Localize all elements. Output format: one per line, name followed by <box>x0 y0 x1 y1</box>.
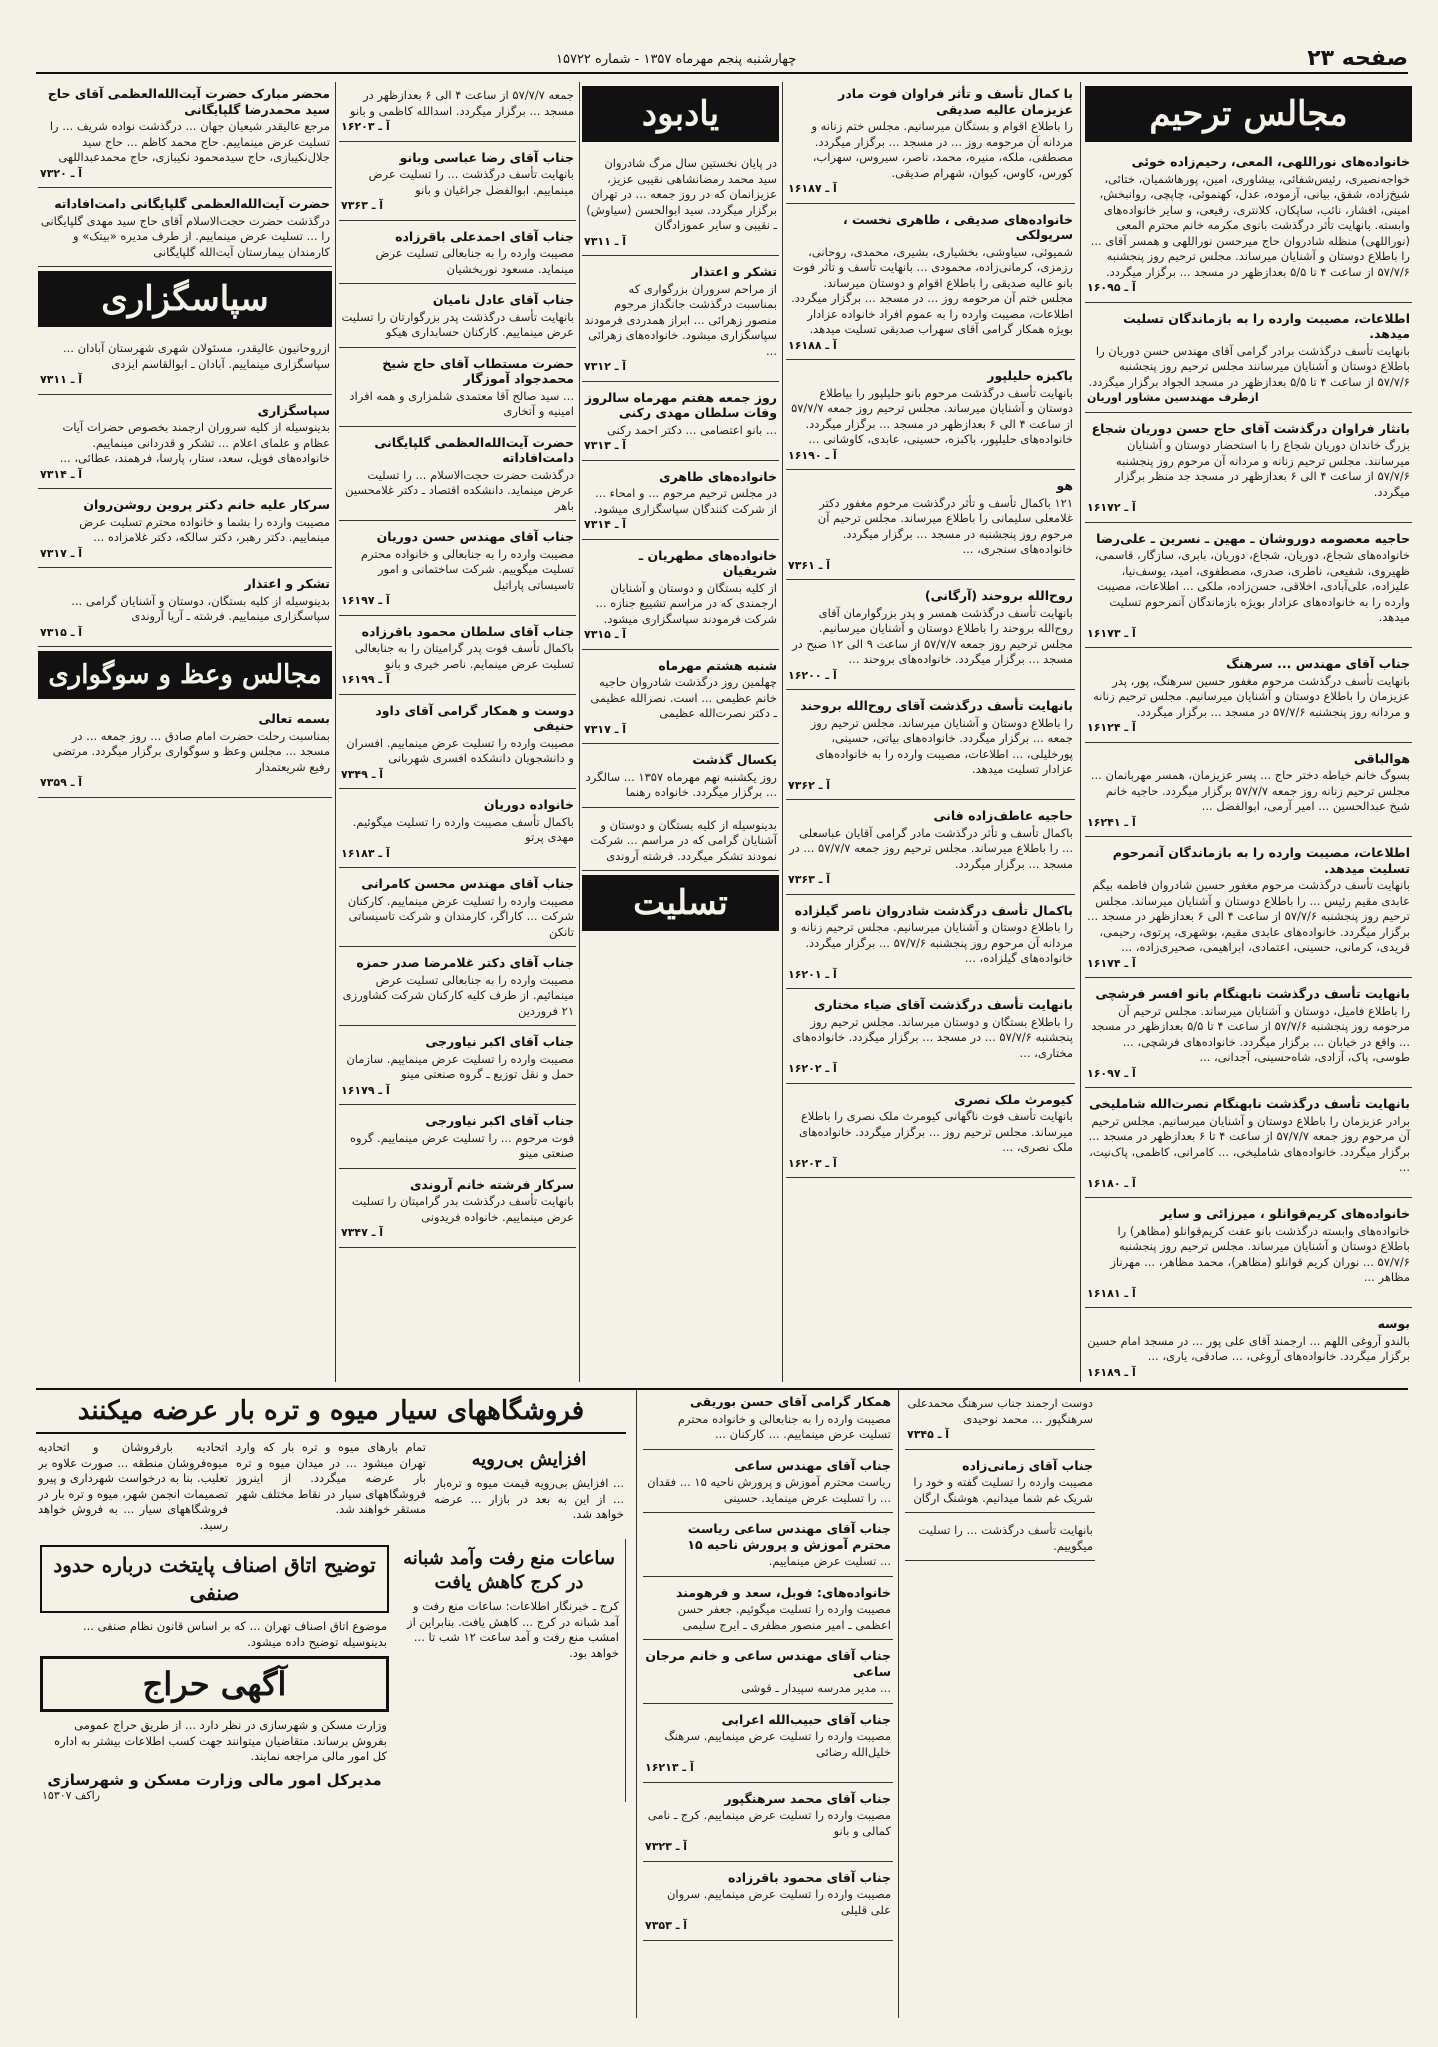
notice-body: بانهایت تأسف درگذشت بدر گرامیتان را تسلیت عرض مینماییم. خانواده فریدونی <box>351 1194 574 1224</box>
notice <box>339 951 576 1026</box>
notice-body: بانهایت تأسف درگذشت ... را تسلیت میگوییم. <box>918 1523 1093 1553</box>
notice-list <box>1085 150 1412 1382</box>
notice-body: بانهایت تأسف درگذشت برادر گرامی آقای مهندس حسن دوریان را باطلاع دوستان و آشنایان میرسانند مجلس ترحیم روز پنجشنبه ۵۷/۷/۶ از ساعت ۴ تا ۵/۵ بعدازظهر در مسجد الجواد برگزار میگردد. <box>1088 343 1410 389</box>
notice-list <box>582 150 779 871</box>
notice-body: ... تسلیت عرض مینماییم. <box>768 1554 891 1568</box>
fruit-headline: فروشگاههای سیار میوه و تره بار عرضه میکنند <box>36 1390 626 1434</box>
notice-code: آ ـ ۱۶۲۰۱ <box>788 967 837 981</box>
notice-code: آ ـ ۱۶۲۴۱ <box>1087 815 1136 829</box>
section-banner-tarhim: مجالس ترحیم <box>1085 86 1412 142</box>
notice <box>339 872 576 947</box>
notice-code: آ ـ ۱۶۱۸۳ <box>341 846 390 860</box>
notice <box>643 1644 893 1704</box>
notice-code: آ ـ ۱۶۱۹۰ <box>788 448 837 462</box>
notice-code: آ ـ ۱۶۱۸۹ <box>1087 1365 1136 1379</box>
notice-body: مصیبت وارده را تسلیت گفته و خود را شریک غم شما میدانیم. هوشنگ ارگان <box>913 1475 1093 1505</box>
notice <box>786 584 1075 690</box>
notice-body: بانهایت تأسف درگذشت همسر و پدر بزرگوارمان آقای روح‌الله بروحند را باطلاع دوستان و آشنایان میرسانیم. مجلس ترحیم روز جمعه ۵۷/۷/۷ از ساعت ۹ الی ۱۲ صبح در مسجد ... برگزار میگردد. خانواده‌های بروحند ... <box>792 605 1073 666</box>
notice-body: مصیبت وارده را به جنابعالی تسلیت عرض مینمائیم. از طرف کلیه کارکنان شرکت کشاورزی ۲۱ فروردین <box>342 972 574 1018</box>
notice-body: بدینوسیله از کلیه سروران ارجمند بخصوص حضرات آیات عظام و علمای اعلام ... تشکر و قدردانی مینماییم. خانواده‌های فویل، سعد، ستار، پارسا، فرهمند، عطائی، ... <box>59 420 330 465</box>
notice-title: محضر مبارک حضرت آیت‌الله‌العظمی آقای حاج سید محمدرضا گلپایگانی <box>47 86 330 117</box>
karaj-paragraph: کرج ـ خبرنگار اطلاعات: ساعات منع رفت و آمد شبانه در کرج ... کاهش یافت. بنابراین از امشب منع رفت و آمد ساعت ۱۲ شب تا ... خواهد بود. <box>407 1599 619 1660</box>
notice <box>339 82 576 142</box>
notice <box>582 748 779 808</box>
column-divider <box>579 82 580 1382</box>
notice-title: سرکار علیه خانم دکتر پروین روشن‌روان <box>83 497 330 512</box>
notice-body: مصیبت وارده را تسلیت عرض مینماییم. سازمان حمل و نقل توزیع ـ گروه صنعتی مینو <box>346 1051 574 1081</box>
notice-code: آ ـ ۱۶۱۸۸ <box>788 338 837 352</box>
notice-body: خانواده‌های وابسته درگذشت بانو عفت کریم‌قوانلو (مظاهر) را باطلاع دوستان و آشنایان میرساند. مجلس ترحیم روز پنجشنبه ۵۷/۷/۶ ... نوران کریم قوانلو (مظاهر)، محمد مظاهر، ... مهرناز مظاهر ... <box>1110 1223 1410 1284</box>
notice-title: خانواده‌های صدیقی ، طاهری نخست ، سرپولکی <box>842 211 1073 242</box>
notice <box>643 1866 893 1941</box>
notice-title: جناب آقای مهندس ساعی ریاست محترم آموزش و پرورش ناحیه ۱۵ <box>687 1521 891 1552</box>
notice-title: حاجیه عاطف‌زاده فانی <box>933 808 1073 823</box>
notice-title: تشکر و اعتذار <box>691 264 777 279</box>
notice-code: آ ـ ۱۶۰۹۵ <box>1087 281 1136 294</box>
notice-body: را باطلاع اقوام و بستگان میرسانیم. مجلس ختم زنانه و مردانه آن مرحومه روز ... در مسجد ... برگزار میگردد. مصطفی، ملکه، منیره، محمد، ناصر، سیروس، سهراب، کورس، کاوس، کیوان، شهرام صدیقی. <box>811 119 1073 180</box>
asnaf-headline: توضیح اتاق اصناف پایتخت درباره حدود صنفی <box>40 1545 389 1613</box>
notice-body: بانهایت تأسف درگذشت مرحوم مغفور حسین شادروان فاطمه بیگم عابدی مقیم رئیس ... را باطلاع دوستان و آشنایان میرساند. مجلس ترحیم روز پنجشنبه ۵۷/۷/۶ از ساعت ۴ الی ۶ بعدازظهر در مسجد ... برگزار میگردد. خانواده‌های عابدی مقیم، بوشهری، پرتوی، رحیمی، قریدی، کرمانی، حسینی، اعتمادی، ابراهیمی، صحیری‌زاده، ... <box>1087 878 1410 954</box>
notice-title: با کمال تأسف و تأثر فراوان فوت مادر عزیزمان عالیه صدیقی <box>838 86 1073 117</box>
notice <box>339 352 576 427</box>
notice <box>339 288 576 348</box>
column-divider <box>782 82 783 1382</box>
notice <box>786 993 1075 1084</box>
notice-list <box>339 82 576 1248</box>
notice <box>582 260 779 382</box>
notice-code: آ ـ ۱۶۱۹۹ <box>341 673 390 686</box>
notice-title: بانثار فراوان درگذشت آقای حاج حسن دوریان شجاع <box>1091 420 1410 436</box>
notice-body: را باطلاع دوستان و آشنایان میرسانیم. مجلس ترحیم زنانه و مردانه آن مرحوم روز پنجشنبه ۵۷/۷/۶ ... برگزار میگردد. خانواده‌های گیلزاده، ... <box>791 920 1073 965</box>
notice-code: آ ـ ۱۶۱۷۹ <box>341 1083 390 1097</box>
notice-title: بوسه <box>1377 1316 1410 1331</box>
notice-title: دوست و همکار گرامی آقای داود حنیفی <box>375 702 574 733</box>
notice-code: آ ـ ۱۶۱۸۱ <box>1087 1286 1136 1300</box>
notice-title: خانواده‌های مطهریان ـ شریفیان <box>638 547 777 578</box>
notice <box>643 1390 893 1450</box>
notice-title: جناب آقای زمانی‌زاده <box>962 1457 1093 1473</box>
notice <box>1085 150 1412 303</box>
notice-code: آ ـ ۷۳۶۳ <box>341 199 384 212</box>
notice-title: شنبه هشتم مهرماه <box>658 657 777 673</box>
notice-title: خانواده دوریان <box>483 797 574 812</box>
notice <box>786 694 1075 800</box>
notice-title: تشکر و اعتذار <box>244 576 330 591</box>
notice-title: جناب آقای محمود باقرزاده <box>727 1869 891 1885</box>
notice-body: ۱۲۱ باکمال تأسف و تأثر درگذشت مرحوم مغفور دکتر غلامعلی سلیمانی را باطلاع میرساند. مجلس ترحیم آن مرحوم روز پنجشنبه در مسجد ... برگزار میگردد. خانواده‌های سنجری، ... <box>817 495 1073 556</box>
notice-code: آ ـ ۷۳۲۳ <box>645 1840 688 1853</box>
asnaf-paragraph: موضوع اتاق اصناف تهران ... که بر اساس قانون نظام صنفی ... بدینوسیله توضیح داده میشود. <box>82 1619 387 1649</box>
notice-body: را باطلاع دوستان و آشنایان میرساند. مجلس ترحیم روز جمعه ... برگزار میگردد. خانواده‌های بیاتی، حسینی، پورخلیلی، ... اطلاعات، مصیبت وارده را به خانواده‌های عزادار تسلیت میدهد. <box>810 715 1073 776</box>
article-paragraph: اتحادیه بارفروشان و اتحادیه میوه‌فروشان منطقه ... صورت علاوه بر تعلیب. بنا به درخواست شهرداری و پیرو تصمیمات انجمن شهر، میوه و تره بار در فروشگاههای سیار ... به فروش خواهد رسید. <box>38 1440 228 1532</box>
notice-body: مرجع عالیقدر شیعیان جهان ... درگذشت نواده شریف ... را تسلیت عرض مینماییم. حاج محمد کاظم ... حاج سید جلال‌نکیبازی، حاج سیدمحمود نکیبازی، حاج محمدعبداللهی <box>49 119 330 164</box>
notice-title: بانهایت تأسف درگذشت آقای ضیاء مختاری <box>814 997 1073 1012</box>
notice-title: سپاسگزاری <box>257 402 330 418</box>
notice-code: آ ـ ۷۳۶۲ <box>788 778 831 792</box>
notice <box>786 364 1075 470</box>
notice <box>786 82 1075 204</box>
notice-body: مصیبت وارده را به جنابعالی و خانواده محترم تسلیت عرض مینماییم. ... کارکنان ... <box>677 1411 891 1441</box>
notice-body: بانهایت تأسف فوت ناگهانی کیومرث ملک نصری را باطلاع میرساند. مجلس ترحیم روز ... برگزار میگردد. خانواده‌های ملک نصری، ... <box>798 1109 1073 1154</box>
notice-code: آ ـ ۷۳۶۳ <box>788 873 831 886</box>
lower-column-mid-2 <box>898 1390 1101 2018</box>
article-paragraph: تمام بارهای میوه و تره بار که وارد تهران میشود ... در میدان میوه و تره بار عرضه میگردد. از اینروز فروشگاههای سیار در نقاط مختلف شهر مستقر خواهند شد. <box>236 1440 426 1516</box>
notice <box>582 544 779 650</box>
notice-body: فوت مرحوم ... را تسلیت عرض مینماییم. گروه صنعتی مینو <box>349 1130 574 1160</box>
notice-title: جناب آقای رضا عباسی وبانو <box>399 149 574 165</box>
issue-date: چهارشنبه پنجم مهرماه ۱۳۵۷ - شماره ۱۵۷۲۲ <box>556 52 797 67</box>
notice-code: آ ـ ۷۳۱۴ <box>584 518 627 531</box>
notice-body: دوست ارجمند جناب سرهنگ محمدعلی سرهنگپور ... محمد نوحیدی <box>907 1396 1093 1426</box>
notice-title: بانهایت تأسف درگذشت نابهنگام نصرت‌الله شاملیخی <box>1088 1096 1410 1111</box>
notice <box>1085 307 1412 413</box>
notice-list <box>786 82 1075 1178</box>
notice-title: همکار گرامی آقای حسن بوریقی <box>690 1394 891 1409</box>
notice-body: بسوگ خانم خیاطه دختر حاج ... پسر عزیزمان، همسر مهربانمان ... مجلس ترحیم زنانه روز جمعه ۵۷/۷/۷ برگزار میگردد. حاجیه خانم شیخ عبدالحسین ... امیر آرمی، ابوالفضل ... <box>1090 768 1410 813</box>
notice <box>905 1517 1095 1561</box>
notice-title: جناب آقای محمد سرهنگپور <box>724 1790 891 1806</box>
notice <box>786 208 1075 361</box>
notice-title: سرکار فرشته خانم آروندی <box>409 1176 574 1192</box>
notice <box>339 699 576 790</box>
notice-title: خانواده‌های طاهری <box>659 468 777 484</box>
section-banner-tasliat: تسلیت <box>582 875 779 931</box>
notice <box>582 386 779 461</box>
notice-list <box>905 1390 1095 1561</box>
notice-code: آ ـ ۱۶۰۹۷ <box>1087 1066 1136 1080</box>
ministry-code: راکف ۱۵۳۰۷ <box>42 1788 101 1802</box>
notice-body: باکمال تأسف مصیبت وارده را تسلیت میگوئیم. مهدی پرتو <box>352 814 574 844</box>
notice-title: هوالباقی <box>1353 750 1410 766</box>
growth-paragraph: ... افزایش بی‌رویه قیمت میوه و تره‌بار ... از این به بعد در بازار ... عرضه خواهد شد. <box>434 1476 624 1521</box>
notice <box>1085 841 1412 978</box>
notice-list <box>643 1390 893 1941</box>
notice <box>38 493 332 568</box>
notice-body: باکمال تأسف فوت پدر گرامیتان را به جنابعالی تسلیت عرض مینمایم. ناصر خیری و بانو <box>354 641 574 671</box>
notice-title: بانهایت تأسف درگذشت آقای روح‌الله بروحند <box>800 698 1073 713</box>
notice <box>339 620 576 695</box>
notice <box>643 1454 893 1514</box>
notice-code: آ ـ ۱۶۱۲۴ <box>1087 721 1136 734</box>
notice-code: آ ـ ۱۶۱۷۴ <box>1087 956 1136 970</box>
notice-title: کیومرث ملک نصری <box>954 1091 1073 1107</box>
notice-body: بانهایت تأسف درگذشت پدر بزرگوارتان را تسلیت عرض مینماییم. کارکنان حسابداری هیکو <box>341 309 574 339</box>
page-header <box>36 44 1408 74</box>
notice-list <box>38 335 332 647</box>
notice-body: بمناسبت رحلت حضرت امام صادق ... روز جمعه ... در مسجد ... مجلس وعظ و سوگواری برگزار میگردد. مرتضی رفیع شریعتمدار <box>52 728 330 774</box>
notice-code: آ ـ ۱۶۱۷۳ <box>1087 626 1136 640</box>
notice-title: اطلاعات، مصیبت وارده را به بازماندگان تسلیت میدهد. <box>1123 310 1410 341</box>
notice-code: آ ـ ۷۳۱۵ <box>40 625 83 639</box>
notice-body: را باطلاع فامیل، دوستان و آشنایان میرساند. مجلس ترحیم آن مرحومه روز پنجشنبه ۵۷/۷/۶ از ساعت ۴ تا ۵/۵ بعدازظهر در مسجد ... واقع در خیابان ... برگزار میگردد. خانواده‌های فرشچی، ... طوسی، پاک، آزادی، شاه‌حسینی، آجدانی، ... <box>1091 1003 1410 1064</box>
notice <box>38 82 332 188</box>
notice <box>339 225 576 285</box>
notice-body: از کلیه بستگان و دوستان و آشنایان ارجمندی که در مراسم تشییع جنازه ... شرکت فرمودند سپاسگزاری میشود. <box>595 580 777 626</box>
notice-code: آ ـ ۷۳۲۰ <box>40 166 83 180</box>
notice-code: آ ـ ۷۳۴۷ <box>341 1226 384 1239</box>
section-banner-yadbood: یادبود <box>582 86 779 142</box>
notice-title: جناب آقای دکتر غلامرضا صدر حمزه <box>356 955 574 970</box>
notice-body: مصیبت وارده را تسلیت میگوئیم. جعفر حسن اعظمی ـ امیر منصور مظفری ـ ایرج سلیمی <box>677 1602 891 1632</box>
auction-headline: آگهی حراج <box>40 1656 389 1712</box>
notice <box>38 399 332 490</box>
section-banner-sepas: سپاسگزاری <box>38 271 332 327</box>
notice-title: روز جمعه هفتم مهرماه سالروز وفات سلطان مهدی رکنی <box>584 389 777 420</box>
column-4 <box>339 82 576 1362</box>
notice-title: حضرت آیت‌الله‌العظمی گلپایگانی دامت‌افاداته <box>54 196 330 211</box>
notice-body: ... سید صالح آقا معتمدی شلمزاری و همه افراد امینیه و آتخاری <box>349 388 574 418</box>
notice-code: آ ـ ۷۳۱۷ <box>584 722 627 736</box>
column-3 <box>582 82 779 1362</box>
column-5 <box>38 82 332 1362</box>
notice-code: آ ـ ۱۶۱۷۲ <box>1087 501 1136 514</box>
notice <box>1085 982 1412 1088</box>
notice-body: مصیبت وارده را بشما و خانواده محترم تسلیت عرض مینماییم. دکتر رهبر، دکتر سالکه، دکتر غلامزاده ... <box>79 514 330 544</box>
notice-code: ازطرف مهندسین مشاور اوریان <box>1087 391 1259 404</box>
notice-title: حضرت آیت‌الله‌العظمی گلپایگانی دامت‌افاداته <box>374 434 574 465</box>
notice-body: روز یکشنبه نهم مهرماه ۱۳۵۷ ... سالگرد ... برگزار میگردد. خانواده رهنما <box>585 769 777 799</box>
notice-body: مصیبت وارده را به جنابعالی و خانواده محترم تسلیت میگوییم. شرکت ساختمانی و امور تاسیساتی پاراتیل <box>360 546 574 592</box>
notice <box>786 899 1075 990</box>
ministry-signature: مدیرکل امور مالی وزارت مسکن و شهرسازی <box>47 1770 382 1789</box>
notice <box>786 1088 1075 1179</box>
notice-code: آ ـ ۷۳۱۲ <box>584 360 627 373</box>
notice-body: ... مدیر مدرسه سپیدار ـ قوشی <box>741 1681 891 1695</box>
lower-column-mid <box>636 1390 899 2018</box>
notice <box>339 1173 576 1248</box>
notice <box>1085 1092 1412 1198</box>
notice <box>38 335 332 395</box>
notice-title: جناب آقای مهندس ... سرهنگ <box>1226 656 1410 671</box>
column-divider <box>1080 82 1081 1382</box>
notice <box>339 793 576 868</box>
notice-code: آ ـ ۱۶۲۰۰ <box>788 668 837 682</box>
notice-body: در پایان نخستین سال مرگ شادروان سید محمد رمضانشاهی نقیبی عزیز، عزیزانمان که در روز جمعه ... در تهران برگزار میگردد. سید ابوالحسن (سیاوش) ـ نقیبی و سایر عموزادگان <box>586 156 777 232</box>
notice-body: برادر عزیزمان را باطلاع دوستان و آشنایان میرسانیم. مجلس ترحیم آن مرحوم روز جمعه ۵۷/۷/۷ از ساعت ۴ تا ۶ بعدازظهر در مسجد ... برگزار میگردد. خانواده‌های شاملیخی، ... کامرانی، کاظمی، پاک‌نیت، ... <box>1088 1113 1410 1174</box>
notice-title: اطلاعات، مصیبت وارده را به بازماندگان آنمرحوم تسلیت میدهد. <box>1112 845 1410 876</box>
notice <box>582 654 779 745</box>
notice <box>643 1517 893 1577</box>
notice-body: خانواده‌های شجاع، دوریان، شجاع، دوریان، بابری، سازگار، قاسمی، ظهیروی، شفیعی، ناطری، صدری، مصطفوی، امید، یوسف‌نیا، علیزاده، علی‌آبادی، اخلاقی، حسن‌زاده، ملکی ... اطلاعات، مصیبت وارده را به خانواده‌های عزادار بویژه بازماندگان آنمرحوم تسلیت میدهد. <box>1094 548 1410 624</box>
notice-title: جناب آقای مهندس ساعی <box>734 1457 891 1473</box>
notice-code: آ ـ ۱۶۲۱۳ <box>645 1761 694 1774</box>
notice <box>339 1030 576 1105</box>
notice-code: آ ـ ۷۳۴۹ <box>341 767 384 781</box>
lower-section <box>36 1388 1408 2018</box>
notice-title: روح‌الله بروحند (آرگانی) <box>924 588 1073 603</box>
notice-body: بانهایت تأسف درگذشت مرحوم مغفور حسین سرهنگ، پور، پدر عزیزمان را باطلاع دوستان و آشنایان میرسانیم. مجلس ترحیم زنانه و مردانه روز پنجشنبه ۵۷/۷/۶ در مسجد ... برگزار میگردد. <box>1093 673 1410 719</box>
notice-code: آ ـ ۷۳۵۳ <box>645 1919 688 1932</box>
notice-body: مصیبت وارده را تسلیت عرض مینماییم. سرهنگ خلیل‌الله رضائی <box>664 1729 891 1759</box>
notice-body: ریاست محترم آموزش و پرورش ناحیه ۱۵ ... فقدان ... را تسلیت عرض مینماید. حسینی <box>647 1475 891 1505</box>
notice-title: باکبزه حلیلپور <box>987 368 1073 383</box>
fruit-article <box>36 1434 626 1539</box>
notice <box>339 431 576 522</box>
notice-title: خانواده‌های نوراللهی، المعی، رحیم‌زاده خوئی <box>1131 154 1410 169</box>
notice <box>582 465 779 540</box>
notice-title: خانواده‌های کریم‌قوانلو ، میرزائی و سایر <box>1160 1206 1410 1221</box>
notice <box>1085 1202 1412 1308</box>
notice-body: درگذشت حضرت حجت‌الاسلام ... را تسلیت عرض مینماید. دانشکده اقتصاد ـ دکتر غلامحسین باهر <box>345 467 574 513</box>
notice-body: مصیبت وارده را تسلیت عرض مینماییم. سروان علی قلیلی <box>666 1887 891 1917</box>
column-2 <box>786 82 1075 1382</box>
notice-body: ازروحانیون عالیقدر، مسئولان شهری شهرستان آبادان ... سپاسگزاری مینماییم. آبادان ـ ابوالقاسم ایزدی <box>63 341 330 371</box>
notice-body: خواجه‌نصیری، رئیس‌شفائی، بیشاوری، امین، پورهاشمیان، ختائی، شیخ‌زاده، شفق، بیانی، آزموده، عدل، کهنموئی، چاپچی، روانبخش، امینی، افشار، نائب، ساپکان، کلانتری، رفیعی، و سایر خانواده‌های وابسته. بانهایت تأثر درگذشت بانوی مکرمه خانم محترم المعی (نوراللهی) منظله شادروان حاج میرحسن نوراللهی و همسر آقای ... را باطلاع دوستان و آشنایان میرساند. مجلس ترحیم روز پنجشنبه ۵۷/۷/۶ از ساعت ۴ تا ۵/۵ بعدازظهر در مسجد ... برگزار میگردد. <box>1090 171 1410 279</box>
auction-paragraph: وزارت مسکن و شهرسازی در نظر دارد ... از طریق حراج عمومی بفروش برساند. متقاضیان میتوانند جهت کسب اطلاعات بیشتر به اداره کل امور مالی مراجعه نمایند. <box>54 1718 387 1763</box>
notice <box>582 812 779 872</box>
notice <box>1085 1312 1412 1382</box>
notice <box>582 150 779 256</box>
notice-title: بسمه تعالی <box>258 711 330 726</box>
notice <box>643 1708 893 1783</box>
notice-title: جناب آقای مهندس محسن کامرانی <box>361 876 574 891</box>
notice <box>786 474 1075 580</box>
notice-body: مصیبت وارده را به جنابعالی تسلیت عرض مینماید. مسعود نوربخشیان <box>375 246 574 276</box>
notice-body: مصیبت وارده را تسلیت عرض مینماییم. کارکنان شرکت ... کاراگر، کارمندان و شرکت تاسیساتی تانکن <box>347 893 574 939</box>
notice-title: جناب آقای عادل نامیان <box>432 292 574 307</box>
notice <box>1085 417 1412 523</box>
notice-body: را باطلاع بستگان و دوستان میرساند. مجلس ترحیم روز پنجشنبه ۵۷/۷/۶ ... در مسجد ... برگزار میگردد. خانواده‌های مختاری، ... <box>792 1014 1073 1060</box>
notice-body: ... بانو اعتصامی ... دکتر احمد رکنی <box>607 422 777 437</box>
notice-body: بانهایت تأسف درگذشت ... را تسلیت عرض مینماییم. ابوالفضل جراغیان و بانو <box>368 167 574 197</box>
notice-code: آ ـ ۱۶۱۸۰ <box>1087 1176 1136 1190</box>
column-divider <box>335 82 336 1382</box>
notice-title: باکمال تأسف درگذشت شادروان ناصر گیلزاده <box>794 902 1073 918</box>
notice-body: مصیبت وارده را تسلیت عرض مینماییم. کرج ـ نامی کمالی و بانو <box>647 1808 891 1838</box>
notice-code: آ ـ ۱۶۲۰۲ <box>788 1062 837 1075</box>
notice <box>38 707 332 798</box>
notice-code: آ ـ ۷۳۶۱ <box>788 558 831 572</box>
notice <box>339 1109 576 1169</box>
notice-body: بانهایت تأسف درگذشت مرحوم بانو حلیلپور را بیاطلاع دوستان و آشنایان میرساند. مجلس ترحیم روز جمعه ۵۷/۷/۷ از ساعت ۴ الی ۶ بعدازظهر در مسجد ... برگزار میگردد. خانواده‌های حلیلپور، باکبزه، حسینی، عابدی، کاوشانی ... <box>791 385 1073 446</box>
column-1 <box>1085 82 1412 1382</box>
notice-body: بزرگ خاندان دوریان شجاع را با استحضار دوستان و آشنایان میرسانند. مجلس ترحیم زنانه و مردانه آن مرحوم روز پنجشنبه ۵۷/۷/۶ از ساعت ۴ الی ۶ بعدازظهر در مسجد جد منظر برگزار میگردد. <box>1115 438 1410 499</box>
notice-code: آ ـ ۷۳۵۹ <box>40 776 83 789</box>
notice <box>38 572 332 647</box>
notice-title: یکسال گذشت <box>692 752 777 767</box>
notice-body: درگذشت حضرت حجت‌الاسلام آقای حاج سید مهدی گلپایگانی را ... تسلیت عرض مینماییم. از طرف مدیره «بیتک» و کارمندان بیمارستان آیت‌الله گلپایگانی <box>40 213 330 259</box>
karaj-headline: ساعات منع رفت وآمد شبانه در کرج کاهش یافت <box>403 1548 615 1593</box>
notice-code: آ ـ ۷۳۴۵ <box>907 1428 950 1441</box>
notice <box>905 1390 1095 1450</box>
notice-body: بالندو آروغی اللهم ... ارجمند آقای علی پور ... در مسجد امام حسین برگزار میگردد. خانواده‌های آروغی، ... صادقی، یاری، ... <box>1087 1333 1410 1363</box>
notice-code: آ ـ ۱۶۱۸۷ <box>788 182 837 195</box>
section-banner-vaz: مجالس وعظ و سوگواری <box>38 651 332 699</box>
notice-title: جناب آقای احمدعلی باقرزاده <box>395 228 574 244</box>
notice-code: آ ـ ۷۳۱۳ <box>584 439 627 452</box>
notice-body: مصیبت وارده را تسلیت عرض مینماییم. افسران و دانشجویان دانشکده افسری شهربانی <box>346 735 574 765</box>
notice-code: آ ـ ۱۶۲۰۳ <box>341 120 390 133</box>
notice <box>1085 527 1412 649</box>
notice-title: حاجیه معصومه دوروشان ـ مهین ـ نسرین ـ علی‌رضا <box>1096 530 1410 546</box>
notice <box>905 1454 1095 1514</box>
notice-body: بدینوسیله از کلیه بستگان، دوستان و آشنایان گرامی ... سپاسگزاری مینماییم. فرشته ـ آریا آروندی <box>71 593 330 623</box>
notice-code: آ ـ ۷۳۱۷ <box>40 546 83 560</box>
notice-title: جناب آقای حبیب‌الله اعرابی <box>721 1711 891 1727</box>
notice-code: آ ـ ۷۳۱۱ <box>584 234 627 248</box>
article-paragraph <box>434 1440 624 1533</box>
notice-code: آ ـ ۷۳۱۱ <box>40 373 83 386</box>
notice-title: هو <box>1056 478 1073 493</box>
notice-title: خانواده‌های: فوبل، سعد و فرهومند <box>675 1584 891 1600</box>
notice-title: جناب آقای اکبر نیاورجی <box>425 1113 574 1128</box>
notice-list <box>38 707 332 798</box>
notice <box>643 1787 893 1862</box>
notice <box>643 1581 893 1641</box>
notice-title: جناب آقای اکبر نیاورجی <box>425 1034 574 1049</box>
notice <box>1085 747 1412 838</box>
notice-title: حضرت مستطاب آقای حاج شیخ محمدجواد آموزگار <box>382 355 574 386</box>
notice-body: از مراحم سروران بزرگواری که بمناسبت درگذشت جانگداز مرحوم منصور زهرائی ... ابراز همدردی فرمودند سپاسگزاری میشود. خانواده‌های زهرائی ... <box>584 281 777 358</box>
news-block <box>36 1390 626 2018</box>
notice-body: جمعه ۵۷/۷/۷ از ساعت ۴ الی ۶ بعدازظهر در مسجد ... برگزار میگردد. اسدالله کاظمی و بانو <box>349 88 574 118</box>
notice-body: در مجلس ترحیم مرحوم ... و امحاء ... از شرکت کنندگان سپاسگزاری میشود. <box>593 486 777 516</box>
page-number: صفحه ۲۳ <box>1307 46 1408 71</box>
notice <box>786 804 1075 895</box>
notice <box>38 192 332 267</box>
notice-body: بدینوسیله از کلیه بستگان و دوستان و آشنایان گرامی که در مراسم ... شرکت نمودند تشکر میگردد. فرشته آروندی <box>590 817 777 863</box>
growth-title: افزایش بی‌رویه <box>471 1449 587 1470</box>
notice-body: باکمال تأسف و تأثر درگذشت مادر گرامی آقایان عباسعلی ... را باطلاع میرساند. مجلس ترحیم روز جمعه ۵۷/۷/۷ ... در مسجد ... برگزار میگردد. <box>789 825 1073 871</box>
notice-code: آ ـ ۱۶۲۰۳ <box>788 1156 837 1170</box>
notice-body: چهلمین روز درگذشت شادروان حاجیه خانم عظیمی ... است. نصرالله عظیمی ـ دکتر نصرت‌الله عظیمی <box>590 675 777 720</box>
notice-code: آ ـ ۷۳۱۵ <box>584 628 627 641</box>
notice <box>339 525 576 616</box>
notice-title: جناب آقای مهندس ساعی و خانم مرجان ساعی <box>645 1648 891 1679</box>
notice-title: جناب آقای سلطان محمود باقرزاده <box>361 623 574 639</box>
notice-code: آ ـ ۱۶۱۹۷ <box>341 594 390 607</box>
notice-title: جناب آقای مهندس حسن دوریان <box>376 529 574 544</box>
notice-code: آ ـ ۷۳۱۴ <box>40 467 83 481</box>
notice-list <box>38 82 332 267</box>
notice-title: بانهایت تأسف درگذشت نابهنگام بانو افسر فرشچی <box>1095 986 1410 1001</box>
notice <box>339 146 576 221</box>
notice <box>1085 652 1412 743</box>
notice-body: شمیوئی، سیاوشی، بخشیاری، بشیری، محمدی، روحانی، رزمزی، کرمانی‌زاده، محمودی ... بانهایت تأسف و تأثر فوت بانو عالیه صدیقی را باطلاع اقوام و دوستان میرساند. مجلس ختم آن مرحومه روز ... در مسجد ... برگزار میگردد. اطلاعات، مصیبت وارده را به عموم افراد خانواده عزادار بویژه همکار گرامی آقای سهراب صدیقی تسلیت میدهد. <box>791 244 1073 336</box>
